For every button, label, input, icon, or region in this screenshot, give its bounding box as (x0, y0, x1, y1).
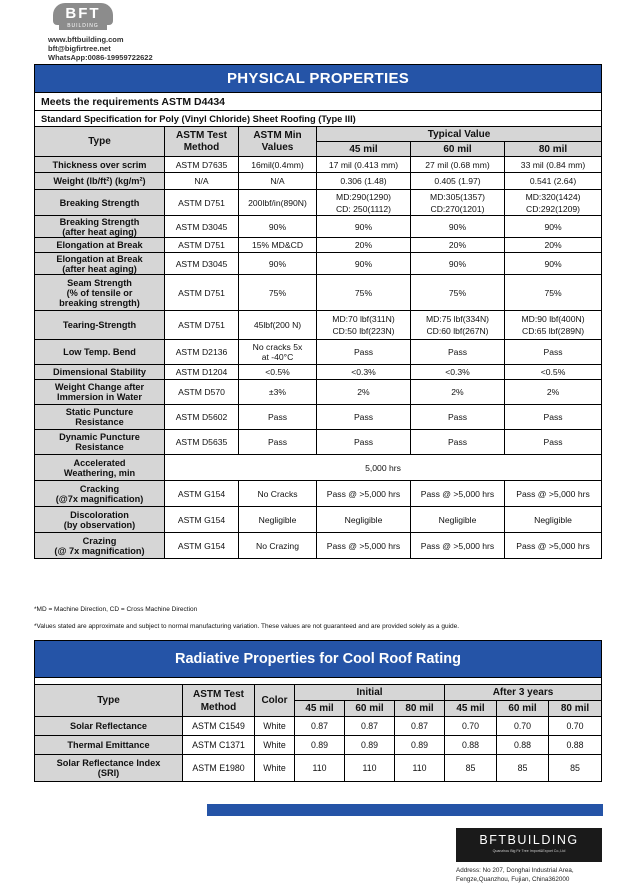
value-45-mil: Pass (317, 405, 411, 430)
value-80-mil: Pass @ >5,000 hrs (505, 481, 602, 507)
test-method: ASTM D5602 (165, 405, 239, 430)
value-80-mil: 90% (505, 253, 602, 275)
table-spacer (35, 678, 602, 685)
test-method: ASTM G154 (165, 533, 239, 559)
after-60-mil: 0.70 (497, 717, 549, 736)
footer-address (456, 866, 574, 884)
radiative-type: Thermal Emittance (35, 736, 183, 755)
radiative-type: Solar Reflectance Index (SRI) (35, 755, 183, 782)
value-80-mil: 75% (505, 275, 602, 311)
accelerated-weathering-value: 5,000 hrs (165, 455, 602, 481)
min-value: Pass (239, 405, 317, 430)
value-45-mil: 2% (317, 380, 411, 405)
rad-header-initial-45: 45 mil (295, 701, 345, 717)
test-method: ASTM E1980 (183, 755, 255, 782)
value-60-mil: MD:305(1357) CD:270(1201) (411, 190, 505, 216)
value-60-mil: Pass (411, 430, 505, 455)
test-method: ASTM G154 (165, 481, 239, 507)
property-type: Elongation at Break (after heat aging) (35, 253, 165, 275)
company-logo (53, 3, 113, 31)
min-value: 75% (239, 275, 317, 311)
property-type: Seam Strength (% of tensile or breaking strength) (35, 275, 165, 311)
requirement-line: Meets the requirements ASTM D4434 (35, 93, 602, 111)
rad-header-initial-80: 80 mil (395, 701, 445, 717)
rad-header-after-60: 60 mil (497, 701, 549, 717)
min-value: <0.5% (239, 365, 317, 380)
note-values-disclaimer: *Values stated are approximate and subject to normal manufacturing variation. These values are not guaranteed and are provided solely as a guide. (34, 623, 460, 630)
property-type: Low Temp. Bend (35, 340, 165, 365)
value-45-mil: Negligible (317, 507, 411, 533)
after-80-mil: 0.70 (549, 717, 602, 736)
value-45-mil: MD:290(1290) CD: 250(1112) (317, 190, 411, 216)
test-method: ASTM D3045 (165, 216, 239, 238)
min-value: Pass (239, 430, 317, 455)
value-60-mil: 90% (411, 253, 505, 275)
value-45-mil: Pass @ >5,000 hrs (317, 533, 411, 559)
value-60-mil: Negligible (411, 507, 505, 533)
min-value: 15% MD&CD (239, 238, 317, 253)
value-60-mil: <0.3% (411, 365, 505, 380)
header-80-mil: 80 mil (505, 142, 602, 157)
table-row (35, 533, 602, 559)
test-method: ASTM D3045 (165, 253, 239, 275)
radiative-properties-title: Radiative Properties for Cool Roof Rating (35, 641, 602, 678)
value-80-mil: 90% (505, 216, 602, 238)
table-row (35, 173, 602, 190)
rad-header-after-3-years: After 3 years (445, 685, 602, 701)
property-type: Weight (lb/ft²) (kg/m²) (35, 173, 165, 190)
rad-header-color: Color (255, 685, 295, 717)
physical-properties-table (34, 64, 602, 559)
initial-60-mil: 110 (345, 755, 395, 782)
logo-subtext: BUILDING (59, 23, 107, 30)
rad-header-initial-60: 60 mil (345, 701, 395, 717)
after-80-mil: 85 (549, 755, 602, 782)
value-80-mil: 2% (505, 380, 602, 405)
rad-header-method: ASTM Test Method (183, 685, 255, 717)
test-method: ASTM C1371 (183, 736, 255, 755)
value-60-mil: Pass (411, 340, 505, 365)
test-method: ASTM D2136 (165, 340, 239, 365)
color-value: White (255, 717, 295, 736)
value-80-mil: Negligible (505, 507, 602, 533)
min-value: N/A (239, 173, 317, 190)
after-45-mil: 0.70 (445, 717, 497, 736)
test-method: ASTM D7635 (165, 157, 239, 173)
radiative-type: Solar Reflectance (35, 717, 183, 736)
table-row (35, 430, 602, 455)
header-method: ASTM Test Method (165, 127, 239, 157)
property-type: Breaking Strength (after heat aging) (35, 216, 165, 238)
table-row (35, 405, 602, 430)
table-row (35, 216, 602, 238)
value-45-mil: MD:70 lbf(311N) CD:50 lbf(223N) (317, 311, 411, 340)
table-row (35, 717, 602, 736)
initial-45-mil: 0.89 (295, 736, 345, 755)
value-80-mil: MD:90 lbf(400N) CD:65 lbf(289N) (505, 311, 602, 340)
header-type: Type (35, 127, 165, 157)
property-type: Elongation at Break (35, 238, 165, 253)
contact-info (48, 35, 153, 62)
value-80-mil: <0.5% (505, 365, 602, 380)
footer-accent-bar (207, 804, 603, 816)
logo-text: BFT (53, 3, 113, 25)
property-type: Thickness over scrim (35, 157, 165, 173)
min-value: 90% (239, 253, 317, 275)
radiative-properties-table (34, 640, 602, 782)
min-value: 45lbf(200 N) (239, 311, 317, 340)
email-link[interactable]: bft@bigfirtree.net (48, 44, 111, 53)
min-value: ±3% (239, 380, 317, 405)
table-row (35, 253, 602, 275)
rad-header-after-80: 80 mil (549, 701, 602, 717)
property-type: Dimensional Stability (35, 365, 165, 380)
value-60-mil: 75% (411, 275, 505, 311)
footer-brand-logo (456, 828, 602, 862)
header-typical-value: Typical Value (317, 127, 602, 142)
property-type: Cracking (@7x magnification) (35, 481, 165, 507)
value-45-mil: 75% (317, 275, 411, 311)
test-method: ASTM G154 (165, 507, 239, 533)
physical-properties-title: PHYSICAL PROPERTIES (35, 65, 602, 93)
value-60-mil: Pass @ >5,000 hrs (411, 533, 505, 559)
test-method: ASTM D751 (165, 190, 239, 216)
table-row (35, 380, 602, 405)
table-row (35, 275, 602, 311)
table-row (35, 190, 602, 216)
whatsapp-number: WhatsApp:0086-19959722622 (48, 53, 153, 62)
value-80-mil: 33 mil (0.84 mm) (505, 157, 602, 173)
value-80-mil: 0.541 (2.64) (505, 173, 602, 190)
table-row (35, 340, 602, 365)
rad-header-after-45: 45 mil (445, 701, 497, 717)
website-link[interactable]: www.bftbuilding.com (48, 35, 124, 44)
value-60-mil: 2% (411, 380, 505, 405)
test-method: ASTM D751 (165, 238, 239, 253)
value-60-mil: 20% (411, 238, 505, 253)
header-60-mil: 60 mil (411, 142, 505, 157)
property-type: Tearing-Strength (35, 311, 165, 340)
value-80-mil: Pass (505, 430, 602, 455)
table-row (35, 238, 602, 253)
table-row (35, 481, 602, 507)
initial-60-mil: 0.87 (345, 717, 395, 736)
value-45-mil: 0.306 (1.48) (317, 173, 411, 190)
test-method: ASTM D1204 (165, 365, 239, 380)
test-method: ASTM C1549 (183, 717, 255, 736)
value-60-mil: 90% (411, 216, 505, 238)
after-80-mil: 0.88 (549, 736, 602, 755)
test-method: ASTM D751 (165, 311, 239, 340)
value-60-mil: Pass (411, 405, 505, 430)
initial-80-mil: 0.89 (395, 736, 445, 755)
table-row (35, 736, 602, 755)
note-md-cd: *MD = Machine Direction, CD = Cross Machine Direction (34, 606, 198, 613)
after-45-mil: 0.88 (445, 736, 497, 755)
accelerated-weathering-label: Accelerated Weathering, min (35, 455, 165, 481)
test-method: N/A (165, 173, 239, 190)
value-45-mil: Pass (317, 430, 411, 455)
value-45-mil: Pass (317, 340, 411, 365)
value-80-mil: Pass (505, 405, 602, 430)
after-45-mil: 85 (445, 755, 497, 782)
after-60-mil: 0.88 (497, 736, 549, 755)
address-line-1: Address: No 207, Donghai Industrial Area, (456, 867, 574, 874)
header-45-mil: 45 mil (317, 142, 411, 157)
initial-80-mil: 110 (395, 755, 445, 782)
min-value: 16mil(0.4mm) (239, 157, 317, 173)
test-method: ASTM D570 (165, 380, 239, 405)
table-row (35, 311, 602, 340)
value-45-mil: 17 mil (0.413 mm) (317, 157, 411, 173)
property-type: Dynamic Puncture Resistance (35, 430, 165, 455)
value-45-mil: 90% (317, 216, 411, 238)
min-value: Negligible (239, 507, 317, 533)
min-value: No Crazing (239, 533, 317, 559)
value-60-mil: Pass @ >5,000 hrs (411, 481, 505, 507)
header-min-values: ASTM Min Values (239, 127, 317, 157)
value-80-mil: Pass @ >5,000 hrs (505, 533, 602, 559)
table-row (35, 157, 602, 173)
value-80-mil: MD:320(1424) CD:292(1209) (505, 190, 602, 216)
value-60-mil: 0.405 (1.97) (411, 173, 505, 190)
table-row (35, 755, 602, 782)
footer-brand-name: BFTBUILDING (479, 833, 579, 847)
table-row (35, 507, 602, 533)
initial-60-mil: 0.89 (345, 736, 395, 755)
after-60-mil: 85 (497, 755, 549, 782)
color-value: White (255, 755, 295, 782)
value-45-mil: <0.3% (317, 365, 411, 380)
min-value: 90% (239, 216, 317, 238)
property-type: Crazing (@ 7x magnification) (35, 533, 165, 559)
initial-45-mil: 0.87 (295, 717, 345, 736)
color-value: White (255, 736, 295, 755)
min-value: No cracks 5x at -40°C (239, 340, 317, 365)
initial-45-mil: 110 (295, 755, 345, 782)
initial-80-mil: 0.87 (395, 717, 445, 736)
property-type: Weight Change after Immersion in Water (35, 380, 165, 405)
rad-header-initial: Initial (295, 685, 445, 701)
property-type: Discoloration (by observation) (35, 507, 165, 533)
test-method: ASTM D5635 (165, 430, 239, 455)
table-row (35, 365, 602, 380)
value-60-mil: MD:75 lbf(334N) CD:60 lbf(267N) (411, 311, 505, 340)
value-45-mil: Pass @ >5,000 hrs (317, 481, 411, 507)
specification-line: Standard Specification for Poly (Vinyl Chloride) Sheet Roofing (Type III) (35, 111, 602, 127)
value-45-mil: 90% (317, 253, 411, 275)
value-80-mil: 20% (505, 238, 602, 253)
value-80-mil: Pass (505, 340, 602, 365)
footer-brand-subtitle: Quanzhou Big Fir Tree Import&Export Co.,Ltd (492, 849, 566, 853)
min-value: No Cracks (239, 481, 317, 507)
property-type: Static Puncture Resistance (35, 405, 165, 430)
value-60-mil: 27 mil (0.68 mm) (411, 157, 505, 173)
min-value: 200lbf/in(890N) (239, 190, 317, 216)
address-line-2: Fengze,Quanzhou, Fujian, China362000 (456, 876, 570, 883)
test-method: ASTM D751 (165, 275, 239, 311)
value-45-mil: 20% (317, 238, 411, 253)
property-type: Breaking Strength (35, 190, 165, 216)
rad-header-type: Type (35, 685, 183, 717)
